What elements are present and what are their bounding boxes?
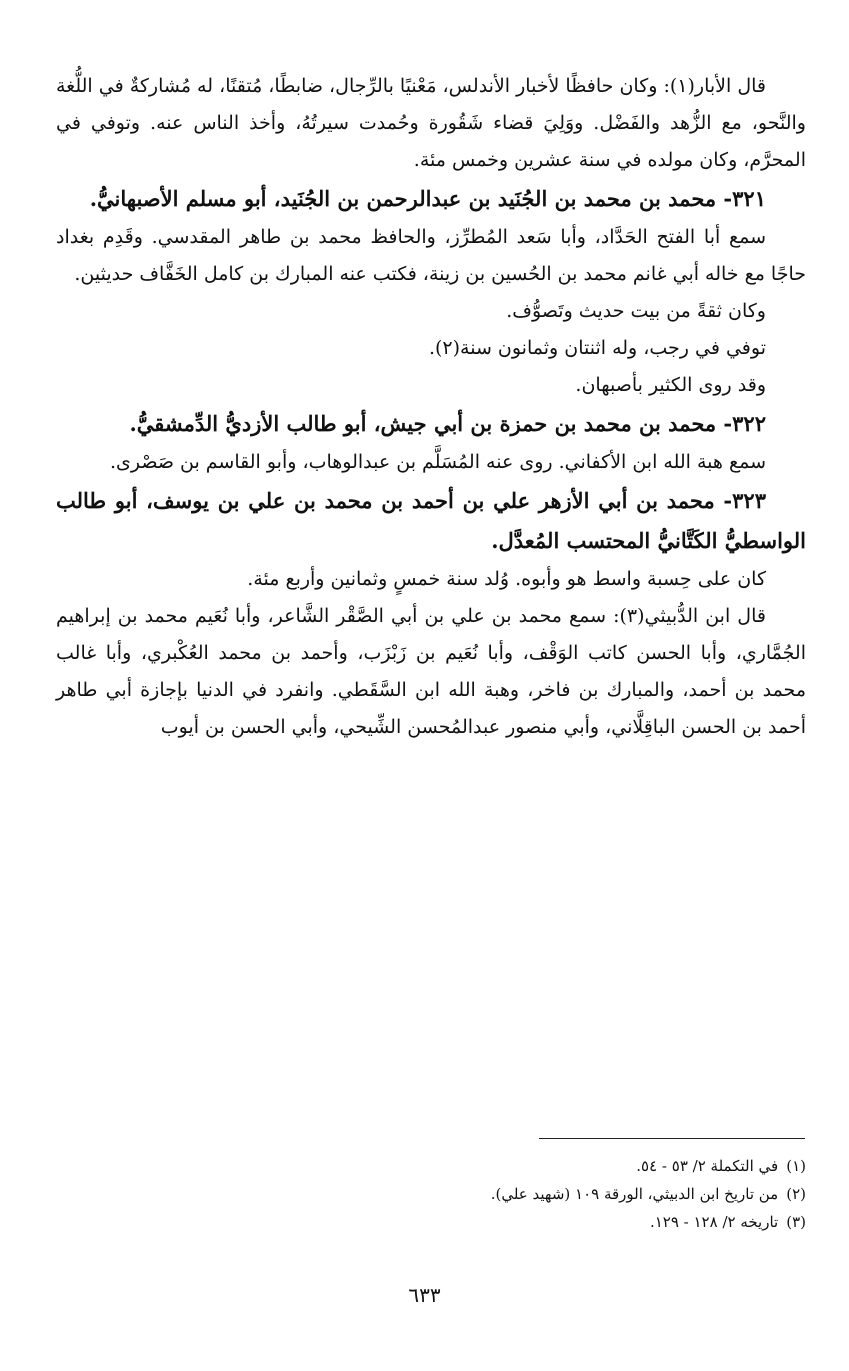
footnote-item	[56, 1208, 806, 1236]
paragraph: قال الأبار(١): وكان حافظًا لأخبار الأندلس، مَعْنيًا بالرِّجال، ضابطًا، مُتقنًا، له مُشاركةٌ في اللُّغة والنَّحو، مع الزُّهد والفَضْل. ووَلِيَ قضاء شَقُورة وحُمدت سيرتُهُ، وأخذ الناس عنه. وتوفي في المحرَّم، وكان مولده في سنة عشرين وخمس مئة.	[55, 75, 806, 171]
footnote-item	[56, 1180, 806, 1208]
footnote-text: تاريخه ٢/ ١٢٨ - ١٢٩.	[649, 1213, 779, 1231]
paragraph: كان على حِسبة واسط هو وأبوه. وُلد سنة خمسٍ وثمانين وأربع مئة.	[247, 568, 766, 590]
paragraph: وقد روى الكثير بأصبهان.	[575, 374, 766, 396]
footnote-text: في التكملة ٢/ ٥٣ - ٥٤.	[636, 1157, 779, 1175]
footnote-text: من تاريخ ابن الدبيثي، الورقة ١٠٩ (شهيد علي).	[490, 1185, 779, 1203]
paragraph: سمع أبا الفتح الحَدَّاد، وأبا سَعد المُطرِّز، والحافظ محمد بن طاهر المقدسي. وقَدِم بغداد حاجًا مع خاله أبي غانم محمد بن الحُسين بن زينة، فكتب عنه المبارك بن كامل الخَفَّاف حديثين.	[56, 226, 806, 285]
page-body	[56, 68, 806, 746]
footnote-number: (٣)	[786, 1213, 806, 1231]
paragraph: قال ابن الدُّبيثي(٣): سمع محمد بن علي بن أبي الصَّقْر الشَّاعر، وأبا نُعَيم محمد بن إبراهيم الجُمَّاري، وأبا الحسن كاتب الوَقْف، وأبا نُعَيم بن زَبْزَب، وأحمد بن محمد العُكْبري، وأبا غالب محمد بن أحمد، والمبارك بن فاخر، وهبة الله ابن السَّقَطي. وانفرد في الدنيا بإجازة أبي طاهر أحمد بن الحسن الباقِلَّاني، وأبي منصور عبدالمُحسن الشِّيحي، وأبي الحسن بن أيوب	[56, 605, 806, 738]
page-number: ٦٣٣	[408, 1283, 441, 1307]
paragraph: وكان ثقةً من بيت حديث وتَصوُّف.	[506, 300, 766, 322]
footnotes	[56, 1138, 806, 1236]
footnote-item	[56, 1152, 806, 1180]
footnote-number: (١)	[786, 1157, 806, 1175]
entry-heading-323: ٣٢٣- محمد بن أبي الأزهر علي بن أحمد بن محمد بن علي بن يوسف، أبو طالب الواسطيُّ الكَتَّانيُّ المحتسب المُعدَّل.	[56, 488, 806, 553]
entry-heading-322: ٣٢٢- محمد بن محمد بن حمزة بن أبي جيش، أبو طالب الأزديُّ الدِّمشقيُّ.	[129, 411, 766, 436]
paragraph: توفي في رجب، وله اثنتان وثمانون سنة(٢).	[428, 337, 766, 359]
footnote-number: (٢)	[786, 1185, 806, 1203]
entry-heading-321: ٣٢١- محمد بن محمد بن الجُنَيد بن عبدالرحمن بن الجُنَيد، أبو مسلم الأصبهانيُّ.	[89, 186, 766, 211]
paragraph: سمع هبة الله ابن الأكفاني. روى عنه المُسَلَّم بن عبدالوهاب، وأبو القاسم بن صَصْرى.	[109, 451, 766, 473]
